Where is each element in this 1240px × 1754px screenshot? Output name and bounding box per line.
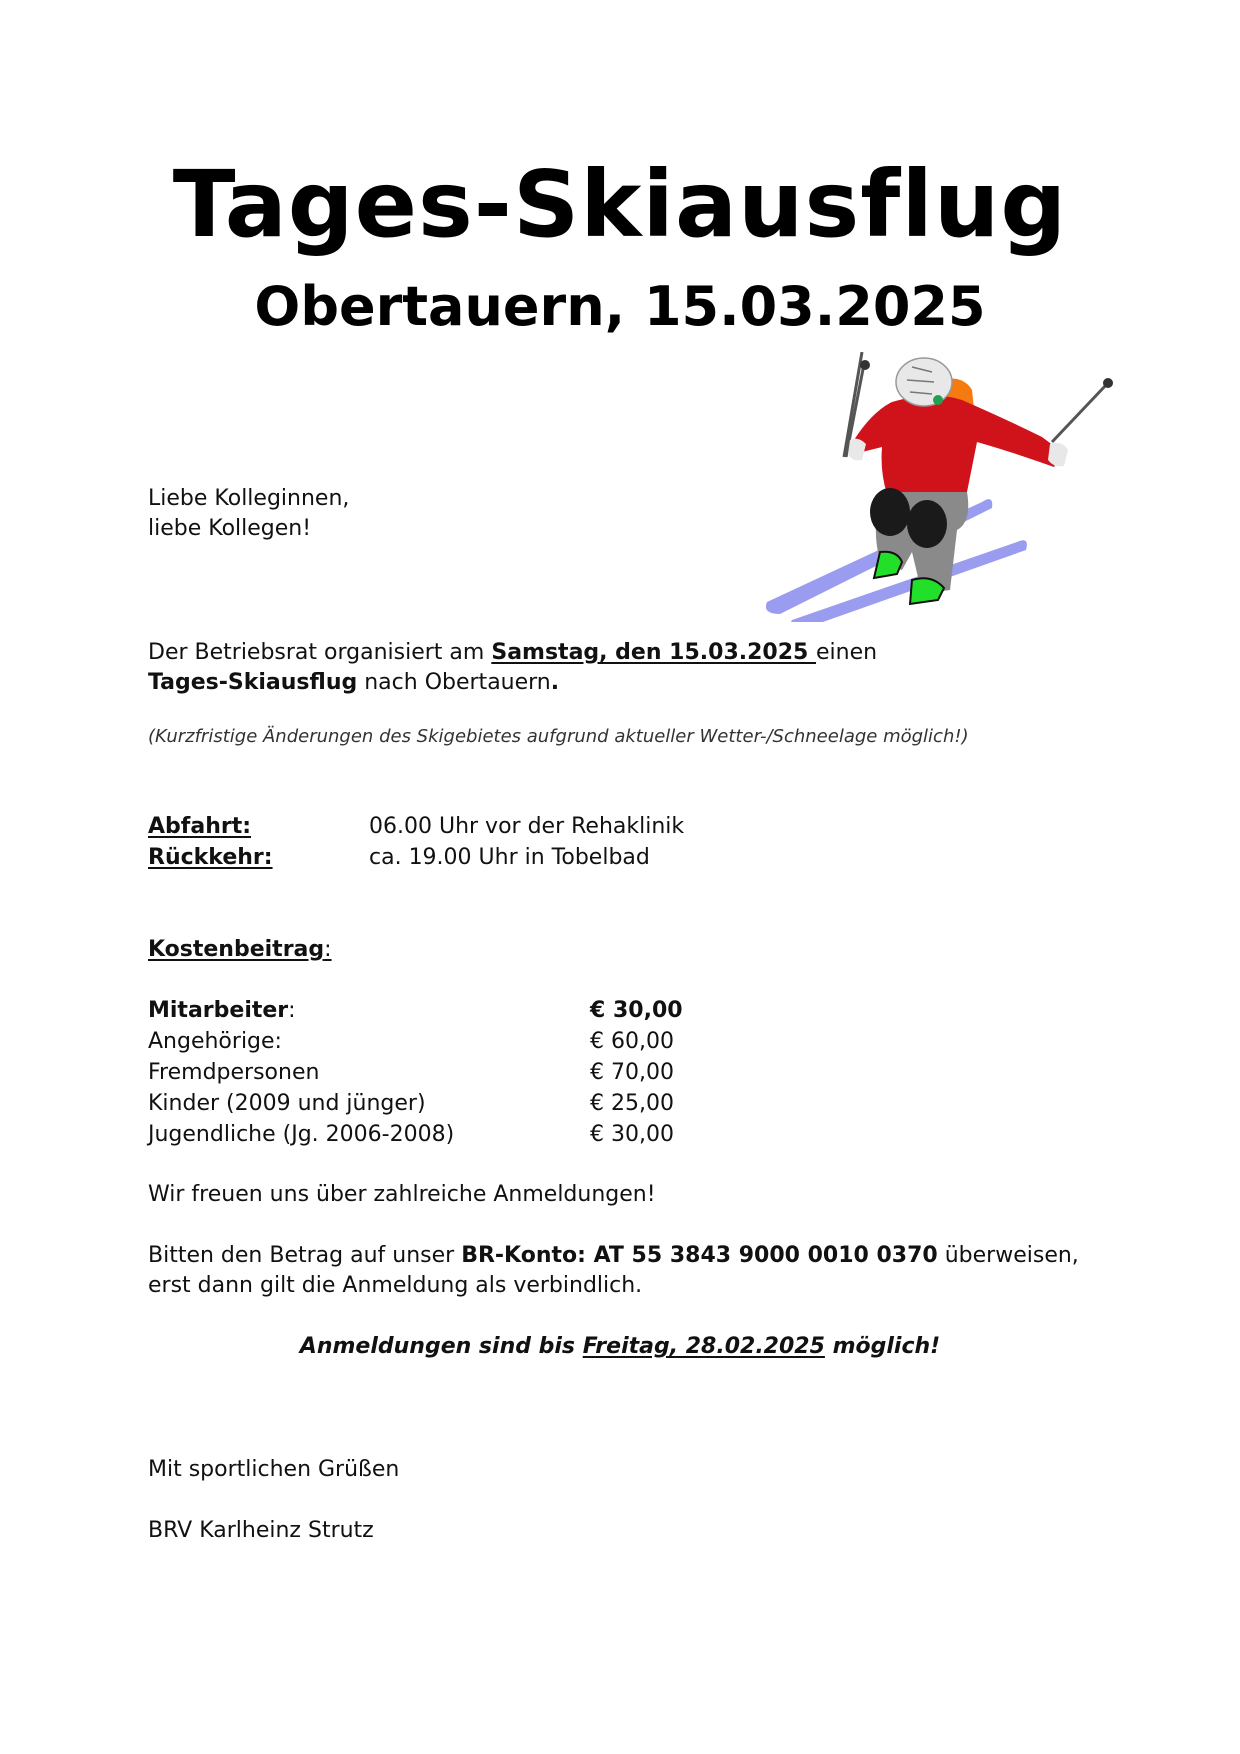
costs-heading-colon: :: [324, 937, 332, 962]
cost-label: Fremdpersonen: [148, 1060, 320, 1085]
payment-line-1: [148, 1241, 1079, 1271]
deadline-text-2: möglich!: [824, 1334, 941, 1359]
cost-label: Jugendliche (Jg. 2006-2008): [148, 1122, 455, 1147]
cost-price: € 70,00: [590, 1060, 674, 1085]
costs-heading: [148, 935, 332, 965]
registration-deadline: [0, 1332, 1240, 1362]
intro-text-2: einen: [816, 640, 878, 665]
cost-label: Kinder (2009 und jünger): [148, 1091, 426, 1116]
regards: Mit sportlichen Grüßen: [148, 1457, 400, 1482]
cost-label: Angehörige:: [148, 1029, 282, 1054]
page-subtitle: Obertauern, 15.03.2025: [254, 275, 986, 338]
boot-front: [910, 578, 944, 604]
cost-label: Mitarbeiter:: [148, 998, 296, 1023]
trip-name: Tages-Skiausflug: [148, 670, 358, 695]
welcome-text: Wir freuen uns über zahlreiche Anmeldungen!: [148, 1182, 656, 1207]
cost-row: [148, 1057, 708, 1088]
cost-row: [148, 1026, 708, 1057]
intro-text-3: nach Obertauern: [357, 670, 551, 695]
payment-paragraph: [148, 1241, 1079, 1301]
cost-row: [148, 1088, 708, 1119]
cost-price: € 60,00: [590, 1029, 674, 1054]
signature: BRV Karlheinz Strutz: [148, 1518, 374, 1543]
page-title: Tages-Skiausflug: [172, 151, 1068, 258]
intro-paragraph: [148, 638, 877, 698]
greeting-line-2: liebe Kollegen!: [148, 516, 312, 541]
intro-line-2: [148, 668, 877, 698]
greeting: [148, 484, 349, 544]
cost-row: [148, 995, 708, 1026]
event-date: Samstag, den 15.03.2025: [491, 640, 817, 665]
intro-text-1: Der Betriebsrat organisiert am: [148, 640, 492, 665]
payment-text-1: Bitten den Betrag auf unser: [148, 1243, 462, 1268]
pole-right: [1052, 384, 1107, 442]
payment-text-2: überweisen,: [937, 1243, 1079, 1268]
jacket: [854, 395, 1062, 502]
return-label: Rückkehr:: [148, 845, 273, 870]
costs-heading-text: Kostenbeitrag: [148, 937, 325, 962]
schedule: [148, 812, 748, 874]
intro-period: .: [550, 670, 560, 695]
deadline-date: Freitag, 28.02.2025: [582, 1334, 825, 1359]
cost-price: € 30,00: [590, 1122, 674, 1147]
bank-account: BR-Konto: AT 55 3843 9000 0010 0370: [461, 1243, 938, 1268]
cost-row: [148, 1119, 708, 1150]
weather-note: (Kurzfristige Änderungen des Skigebietes aufgrund aktueller Wetter-/Schneelage möglich!): [148, 726, 969, 747]
intro-line-1: [148, 638, 877, 668]
greeting-line-1: Liebe Kolleginnen,: [148, 486, 350, 511]
return-value: ca. 19.00 Uhr in Tobelbad: [369, 845, 650, 870]
departure-value: 06.00 Uhr vor der Rehaklinik: [369, 814, 685, 839]
deadline-text-1: Anmeldungen sind bis: [299, 1334, 583, 1359]
payment-line-2: erst dann gilt die Anmeldung als verbindlich.: [148, 1273, 643, 1298]
skier-icon: [762, 352, 1132, 622]
cost-price: € 30,00: [590, 998, 683, 1023]
departure-label: Abfahrt:: [148, 814, 252, 839]
boot-back: [874, 552, 902, 578]
cost-price: € 25,00: [590, 1091, 674, 1116]
